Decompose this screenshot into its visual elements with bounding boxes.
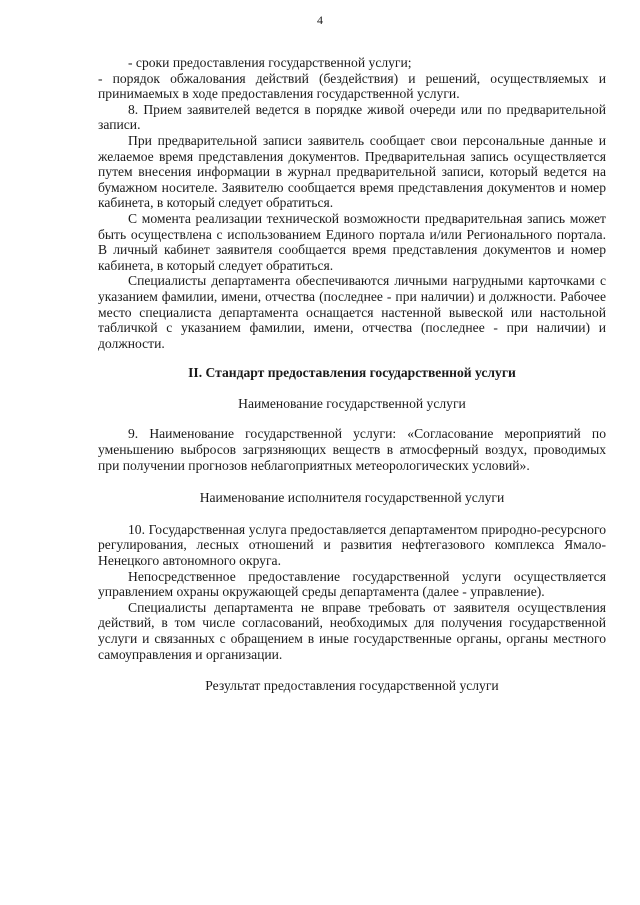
subheading-service-name: Наименование государственной услуги — [238, 395, 466, 411]
paragraph-8: 8. Прием заявителей ведется в порядке живой очереди или по предварительной записи. — [98, 101, 606, 133]
page-number: 4 — [317, 13, 323, 27]
list-item-deadlines: - сроки предоставления государственной услуги; — [128, 55, 412, 70]
subheading-executor: Наименование исполнителя государственной услуги — [199, 490, 505, 506]
paragraph-specialists: Специалисты департамента обеспечиваются личными нагрудными карточками с указанием фамилии, имени, отчества (последнее - при наличии) и должности. Рабочее место специалиста департамента оснащается настенной вывеской или настольной табличкой с указанием фамилии, имени, отчества (последнее - при наличии) и должности. — [98, 273, 606, 351]
paragraph-portal: С момента реализации технической возможности предварительная запись может быть осуществлена с использованием Единого портала и/или Регионального портала. В личный кабинет заявителя сообщается время представления документов и номер кабинета, в который следует обратиться. — [98, 210, 606, 273]
paragraph-specialists-prohibition: Специалисты департамента не вправе требовать от заявителя осуществления действий, в том числе согласований, необходимых для получения государственной услуги и связанных с обращением в иные государственные органы, органы местного самоуправления и организации. — [98, 599, 606, 662]
subheading-result: Результат предоставления государственной услуги — [205, 678, 499, 694]
paragraph-direct-provision: Непосредственное предоставление государственной услуги осуществляется управлением охраны окружающей среды департамента (далее - управление). — [98, 568, 606, 600]
paragraph-preregistration: При предварительной записи заявитель сообщает свои персональные данные и желаемое время представления документов. Предварительная запись осуществляется путем внесения информации в журнал предварительной записи, который ведется на бумажном носителе. Заявителю сообщается время представления документов и номер кабинета, в который следует обратиться. — [98, 132, 606, 211]
section-heading-ii: II. Стандарт предоставления государственной услуги — [188, 365, 516, 381]
document-body — [98, 55, 606, 694]
paragraph-10: 10. Государственная услуга предоставляется департаментом природно-ресурсного регулирования, лесных отношений и развития нефтегазового комплекса Ямало-Ненецкого автономного округа. — [98, 521, 606, 569]
paragraph-9: 9. Наименование государственной услуги: «Согласование мероприятий по уменьшению выбросов загрязняющих веществ в атмосферный воздух, проводимых при получении прогнозов неблагоприятных метеорологических условий». — [98, 426, 606, 473]
list-item-appeal: - порядок обжалования действий (бездействия) и решений, осуществляемых и принимаемых в ходе предоставления государственной услуги. — [98, 70, 606, 102]
